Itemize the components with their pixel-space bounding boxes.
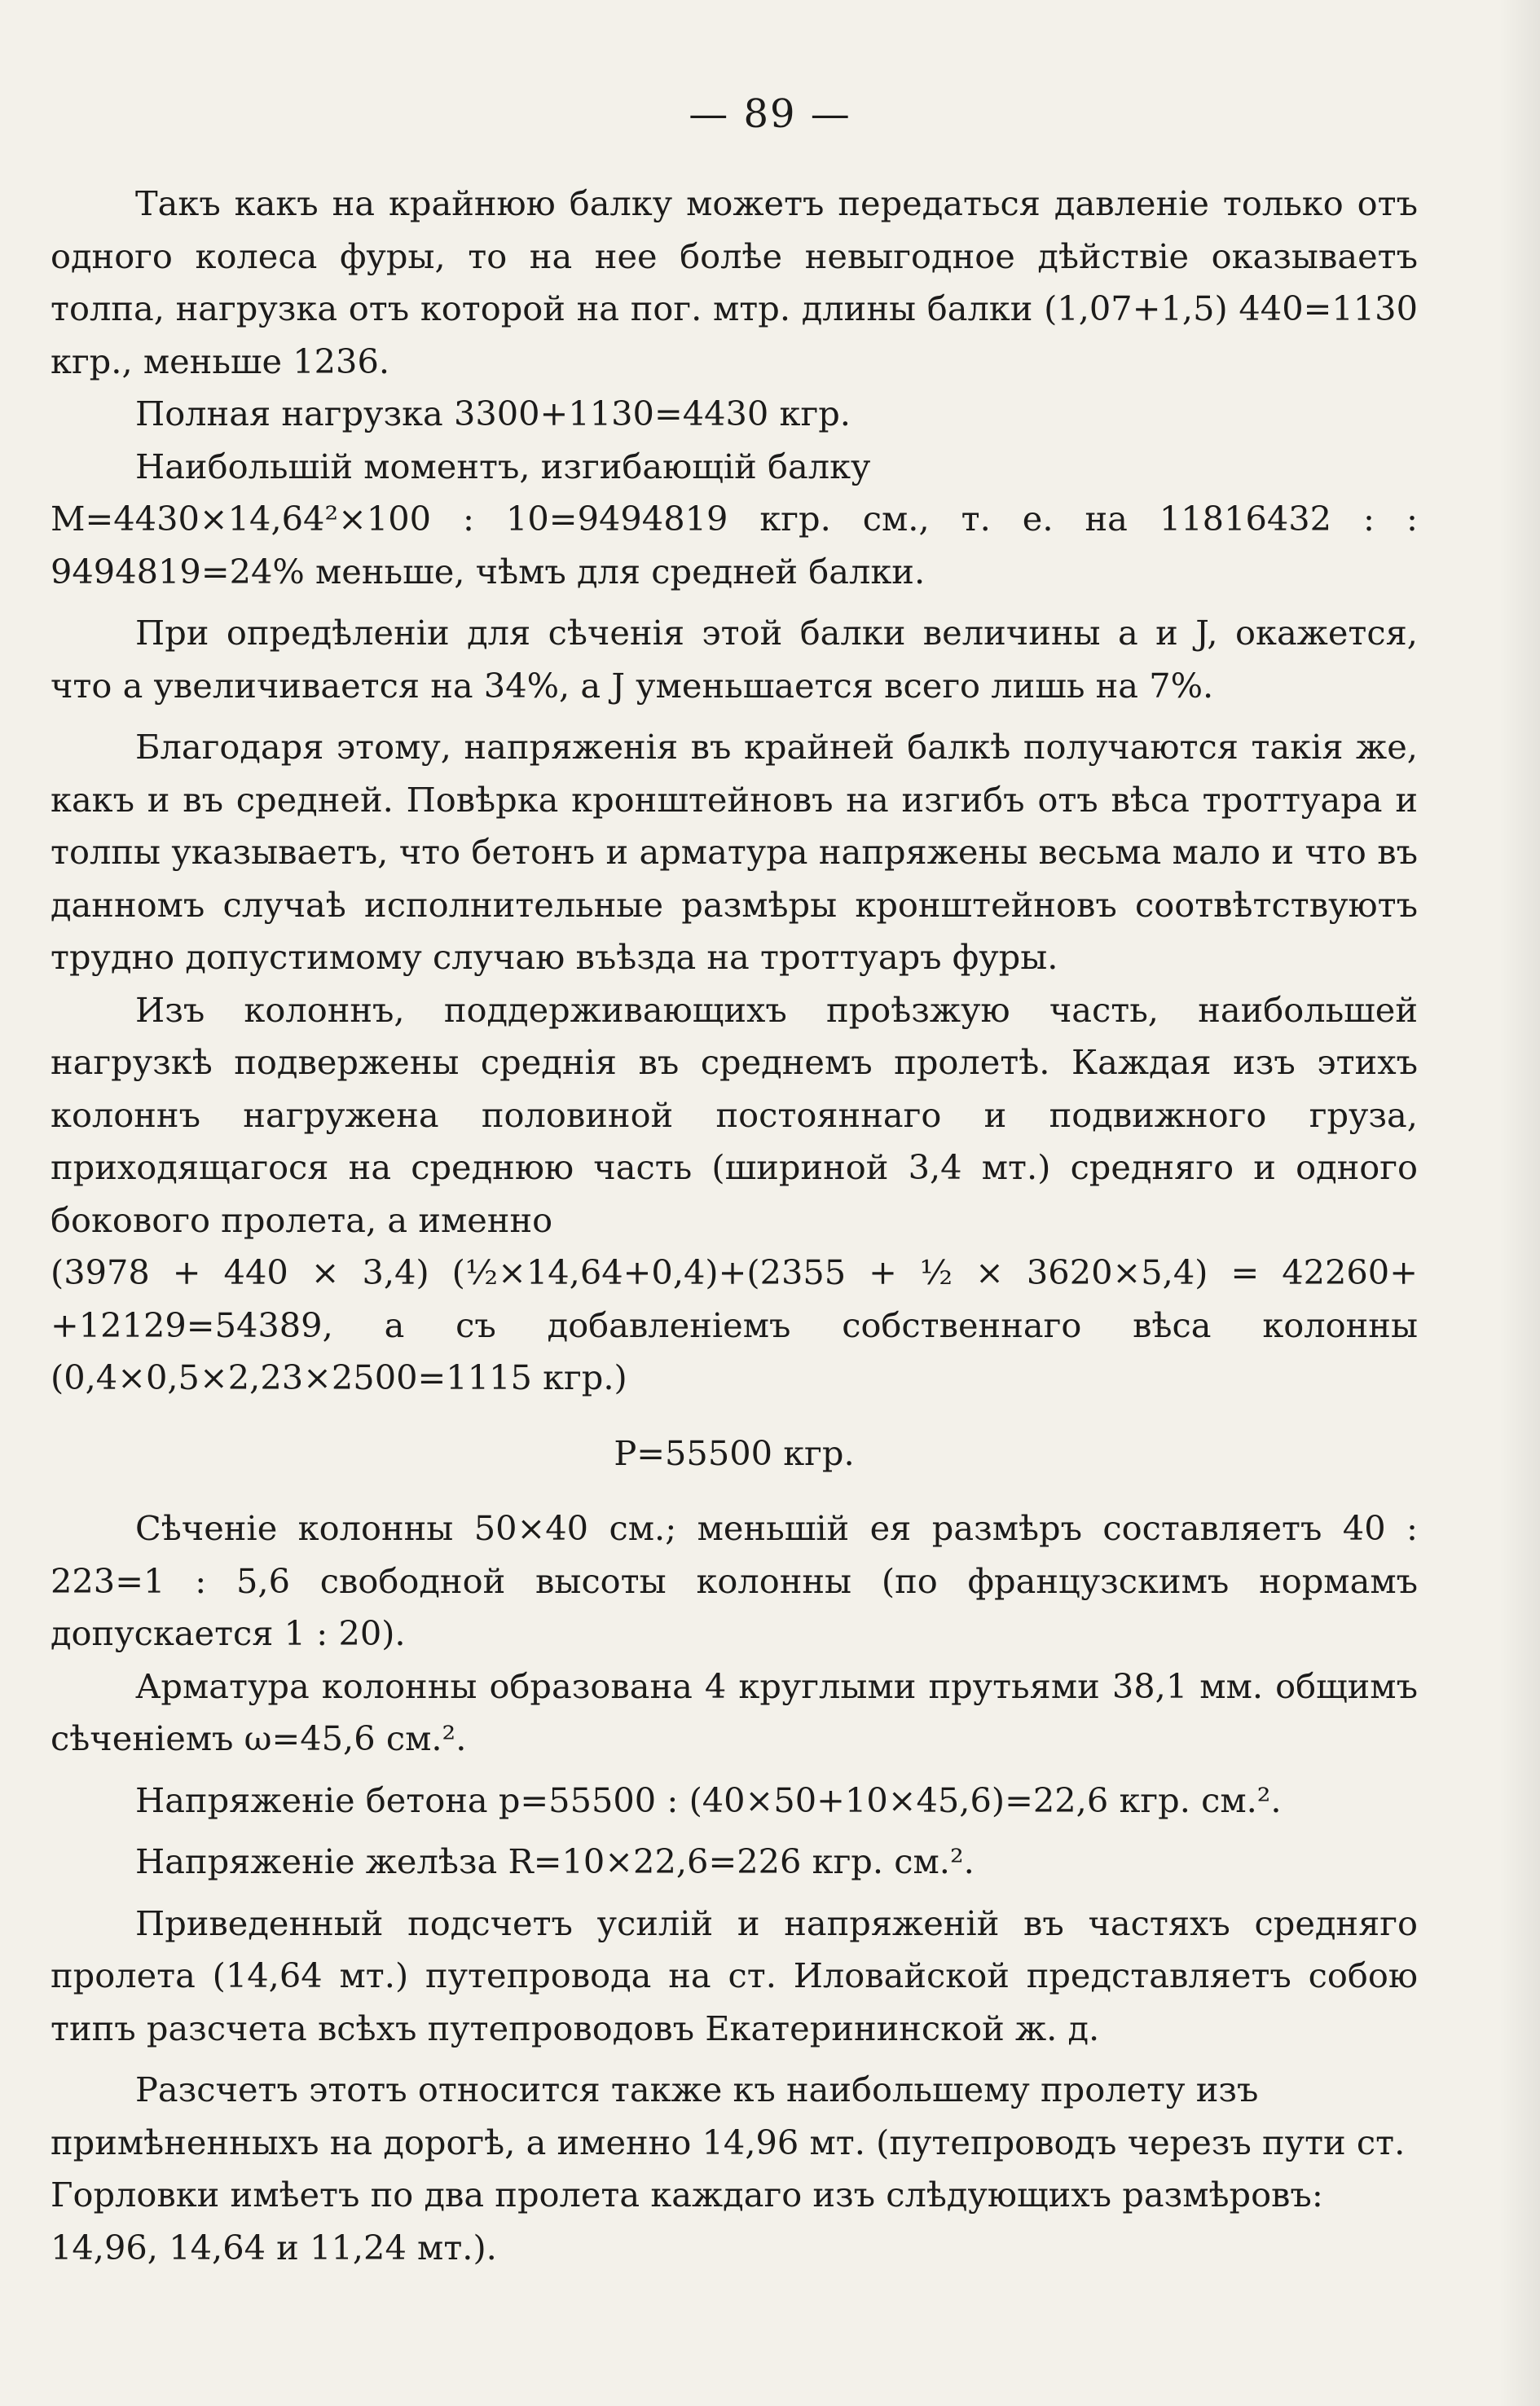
paragraph: Такъ какъ на крайнюю балку можетъ передаться давленіе только отъ одного колеса фуры, то на нее болѣе невыгодное дѣйствіе оказываетъ толпа, нагрузка отъ которой на пог. мтр. длины балки (1,07+1,5) 440=1130 кгр., меньше 1236. [51,183,1418,381]
body-text [51,178,1418,2274]
paragraph: Сѣченіе колонны 50×40 см.; меньшій ея размѣръ составляетъ 40 : 223=1 : 5,6 свободной высоты колонны (по французскимъ нормамъ допускается 1 : 20). [51,1508,1418,1653]
formula-line: M=4430×14,64²×100 : 10=9494819 кгр. см., т. е. на 11816432 : : 9494819=24% меньше, чѣмъ для средней балки. [51,499,1418,592]
centered-formula: P=55500 кгр. [614,1432,855,1473]
paragraph: Изъ колоннъ, поддерживающихъ проѣзжую часть, наибольшей нагрузкѣ подвержены среднія въ среднемъ пролетѣ. Каждая изъ этихъ колоннъ нагружена половиной постояннаго и подвижного груза, приходящагося на среднюю часть (шириной 3,4 мт.) средняго и одного бокового пролета, а именно [51,989,1418,1240]
paragraph: Полная нагрузка 3300+1130=4430 кгр. [135,394,851,433]
paragraph: Разсчетъ этотъ относится также къ наибольшему пролету изъ примѣненныхъ на дорогѣ, а именно 14,96 мт. (путепроводъ черезъ пути ст. Горловки имѣетъ по два пролета каждаго изъ слѣдующихъ размѣровъ: 14,96, 14,64 и 11,24 мт.). [51,2070,1406,2267]
page-number: — 89 — [689,91,851,137]
page-edge-shadow [1499,0,1540,2406]
paragraph: Напряженіе бетона p=55500 : (40×50+10×45,6)=22,6 кгр. см.². [135,1779,1282,1820]
paragraph: Напряженіе желѣза R=10×22,6=226 кгр. см.². [135,1841,975,1881]
paragraph: При опредѣленіи для сѣченія этой балки величины a и J, окажется, что a увеличивается на 34%, a J уменьшается всего лишь на 7%. [51,613,1418,706]
paragraph: Наибольшій моментъ, изгибающій балку [135,446,871,486]
paragraph: Арматура колонны образована 4 круглыми прутьями 38,1 мм. общимъ сѣченіемъ ω=45,6 см.². [51,1665,1418,1758]
paragraph: Приведенный подсчетъ усилій и напряженій въ частяхъ средняго пролета (14,64 мт.) путепровода на ст. Иловайской представляетъ собою типъ разсчета всѣхъ путепроводовъ Екатерининской ж. д. [51,1902,1418,2048]
paragraph: Благодаря этому, напряженія въ крайней балкѣ получаются такія же, какъ и въ средней. Повѣрка кронштейновъ на изгибъ отъ вѣса троттуара и толпы указываетъ, что бетонъ и арматура напряжены весьма мало и что въ данномъ случаѣ исполнительные размѣры кронштейновъ соотвѣтствуютъ трудно допустимому случаю въѣзда на троттуаръ фуры. [51,727,1418,977]
formula-line: (3978 + 440 × 3,4) (½×14,64+0,4)+(2355 + ½ × 3620×5,4) = 42260+ +12129=54389, а съ добавленіемъ собственнаго вѣса колонны (0,4×0,5×2,23×2500=1115 кгр.) [51,1252,1418,1397]
